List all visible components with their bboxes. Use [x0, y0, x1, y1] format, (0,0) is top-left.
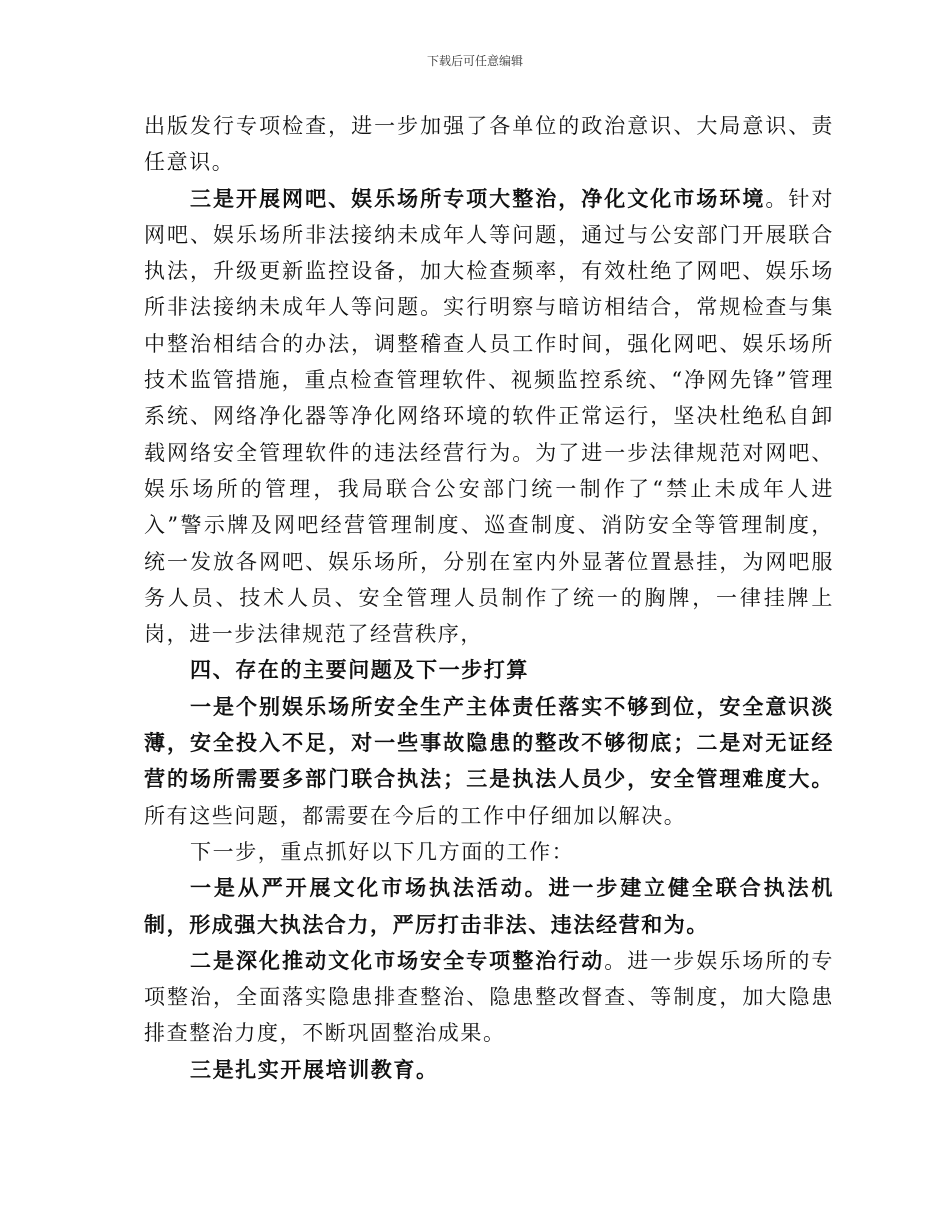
paragraph-continuation [144, 108, 834, 181]
paragraph-text: 所有这些问题，都需要在今后的工作中仔细加以解决。 [144, 803, 687, 828]
paragraph-internet-cafe-rectification [144, 181, 834, 653]
paragraph-step-two [144, 943, 834, 1052]
page-header: 下载后可任意编辑 [426, 54, 523, 68]
paragraph-lead: 三是开展网吧、娱乐场所专项大整治，净化文化市场环境 [190, 185, 766, 211]
paragraph-lead: 三是扎实开展培训教育。 [190, 1056, 439, 1082]
section-heading: 四、存在的主要问题及下一步打算 [190, 657, 529, 683]
paragraph-lead: 二是深化推动文化市场安全专项整治行动 [190, 947, 605, 973]
document-body [144, 108, 834, 1088]
paragraph-main-problems [144, 689, 834, 834]
paragraph-text: 。进一步娱乐场所的专项整治，全面落实隐患排查整治、隐患整改督查、等制度，加大隐患排查整治力度，不断巩固整治成果。 [144, 948, 834, 1046]
paragraph-step-three [144, 1052, 834, 1088]
paragraph-lead: 一是从严开展文化市场执法活动。进一步建立健全联合执法机制，形成强大执法合力，严厉打击非法、违法经营和为。 [144, 875, 834, 937]
paragraph-text: 出版发行专项检查，进一步加强了各单位的政治意识、大局意识、责任意识。 [144, 114, 834, 175]
paragraph-text: 下一步，重点抓好以下几方面的工作： [190, 839, 575, 864]
paragraph-next-steps-intro [144, 834, 834, 870]
paragraph-text: 。针对网吧、娱乐场所非法接纳未成年人等问题，通过与公安部门开展联合执法，升级更新监控设备，加大检查频率，有效杜绝了网吧、娱乐场所非法接纳未成年人等问题。实行明察与暗访相结合，常规检查与集中整治相结合的办法，调整稽查人员工作时间，强化网吧、娱乐场所技术监管措施，重点检查管理软件、视频监控系统、“净网先锋”管理系统、网络净化器等净化网络环境的软件正常运行，坚决杜绝私自卸载网络安全管理软件的违法经营行为。为了进一步法律规范对网吧、娱乐场所的管理，我局联合公安部门统一制作了“禁止未成年人进入”警示牌及网吧经营管理制度、巡查制度、消防安全等管理制度，统一发放各网吧、娱乐场所，分别在室内外显著位置悬挂，为网吧服务人员、技术人员、安全管理人员制作了统一的胸牌，一律挂牌上岗，进一步法律规范了经营秩序， [144, 186, 834, 647]
paragraph-lead: 一是个别娱乐场所安全生产主体责任落实不够到位，安全意识淡薄，安全投入不足，对一些事故隐患的整改不够彻底；二是对无证经营的场所需要多部门联合执法；三是执法人员少，安全管理难度大。 [144, 693, 834, 792]
paragraph-step-one [144, 870, 834, 943]
